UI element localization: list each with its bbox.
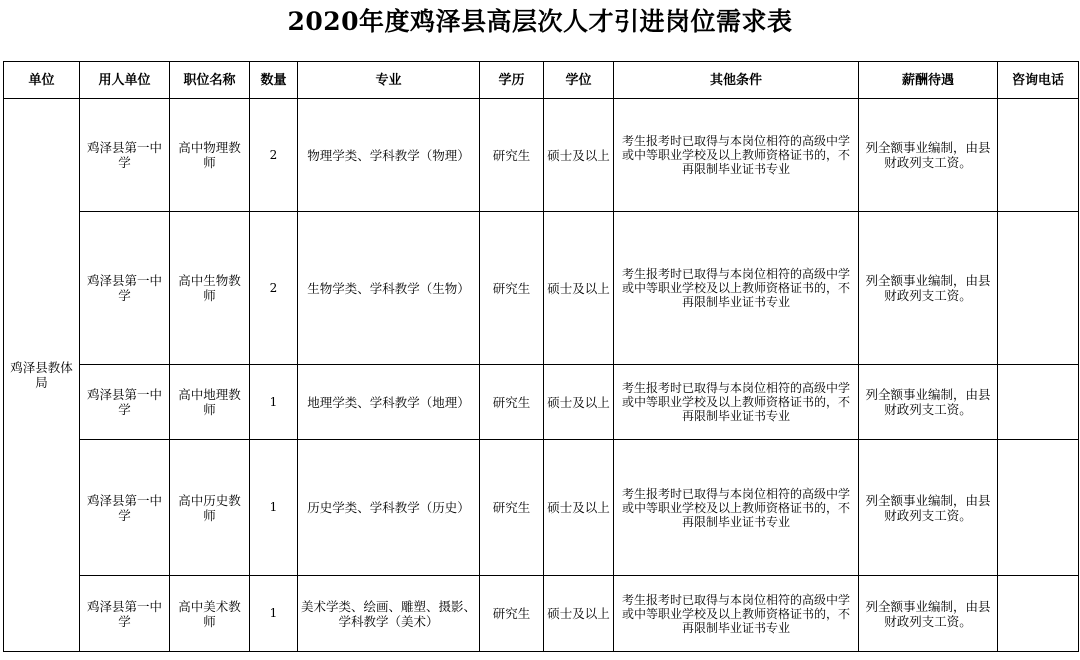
degree-cell: 硕士及以上 xyxy=(544,99,614,212)
positions-table xyxy=(3,61,1079,652)
salary-cell: 列全额事业编制，由县财政列支工资。 xyxy=(859,99,998,212)
employer-cell: 鸡泽县第一中学 xyxy=(80,576,170,652)
header-cell: 学位 xyxy=(544,62,614,99)
conditions-cell: 考生报考时已取得与本岗位相符的高级中学或中等职业学校及以上教师资格证书的，不再限制毕业证书专业 xyxy=(614,576,859,652)
employer-cell: 鸡泽县第一中学 xyxy=(80,99,170,212)
position-cell: 高中物理教师 xyxy=(170,99,250,212)
table-row xyxy=(4,576,1079,652)
table-row xyxy=(4,365,1079,440)
header-cell: 单位 xyxy=(4,62,80,99)
table-row xyxy=(4,99,1079,212)
conditions-cell: 考生报考时已取得与本岗位相符的高级中学或中等职业学校及以上教师资格证书的，不再限制毕业证书专业 xyxy=(614,99,859,212)
table-header-row xyxy=(4,62,1079,99)
employer-cell: 鸡泽县第一中学 xyxy=(80,440,170,576)
count-cell: 1 xyxy=(250,365,298,440)
education-cell: 研究生 xyxy=(480,99,544,212)
education-cell: 研究生 xyxy=(480,365,544,440)
conditions-cell: 考生报考时已取得与本岗位相符的高级中学或中等职业学校及以上教师资格证书的，不再限制毕业证书专业 xyxy=(614,212,859,365)
position-cell: 高中历史教师 xyxy=(170,440,250,576)
table-row xyxy=(4,440,1079,576)
salary-cell: 列全额事业编制，由县财政列支工资。 xyxy=(859,365,998,440)
conditions-cell: 考生报考时已取得与本岗位相符的高级中学或中等职业学校及以上教师资格证书的，不再限制毕业证书专业 xyxy=(614,365,859,440)
education-cell: 研究生 xyxy=(480,440,544,576)
phone-cell xyxy=(998,576,1079,652)
position-cell: 高中生物教师 xyxy=(170,212,250,365)
unit-cell: 鸡泽县教体局 xyxy=(4,99,80,652)
phone-cell xyxy=(998,440,1079,576)
header-cell: 数量 xyxy=(250,62,298,99)
header-cell: 其他条件 xyxy=(614,62,859,99)
table-row xyxy=(4,212,1079,365)
salary-cell: 列全额事业编制，由县财政列支工资。 xyxy=(859,440,998,576)
page-title: 2020年度鸡泽县高层次人才引进岗位需求表 xyxy=(287,7,793,36)
count-cell: 2 xyxy=(250,212,298,365)
phone-cell xyxy=(998,365,1079,440)
header-cell: 用人单位 xyxy=(80,62,170,99)
header-cell: 职位名称 xyxy=(170,62,250,99)
phone-cell xyxy=(998,99,1079,212)
salary-cell: 列全额事业编制，由县财政列支工资。 xyxy=(859,576,998,652)
count-cell: 2 xyxy=(250,99,298,212)
degree-cell: 硕士及以上 xyxy=(544,212,614,365)
education-cell: 研究生 xyxy=(480,576,544,652)
major-cell: 美术学类、绘画、雕塑、摄影、学科教学（美术） xyxy=(298,576,480,652)
position-cell: 高中美术教师 xyxy=(170,576,250,652)
position-cell: 高中地理教师 xyxy=(170,365,250,440)
degree-cell: 硕士及以上 xyxy=(544,440,614,576)
header-cell: 学历 xyxy=(480,62,544,99)
major-cell: 地理学类、学科教学（地理） xyxy=(298,365,480,440)
employer-cell: 鸡泽县第一中学 xyxy=(80,212,170,365)
count-cell: 1 xyxy=(250,576,298,652)
major-cell: 物理学类、学科教学（物理） xyxy=(298,99,480,212)
employer-cell: 鸡泽县第一中学 xyxy=(80,365,170,440)
degree-cell: 硕士及以上 xyxy=(544,576,614,652)
phone-cell xyxy=(998,212,1079,365)
header-cell: 专业 xyxy=(298,62,480,99)
salary-cell: 列全额事业编制，由县财政列支工资。 xyxy=(859,212,998,365)
header-cell: 薪酬待遇 xyxy=(859,62,998,99)
conditions-cell: 考生报考时已取得与本岗位相符的高级中学或中等职业学校及以上教师资格证书的，不再限制毕业证书专业 xyxy=(614,440,859,576)
count-cell: 1 xyxy=(250,440,298,576)
major-cell: 生物学类、学科教学（生物） xyxy=(298,212,480,365)
education-cell: 研究生 xyxy=(480,212,544,365)
major-cell: 历史学类、学科教学（历史） xyxy=(298,440,480,576)
degree-cell: 硕士及以上 xyxy=(544,365,614,440)
header-cell: 咨询电话 xyxy=(998,62,1079,99)
